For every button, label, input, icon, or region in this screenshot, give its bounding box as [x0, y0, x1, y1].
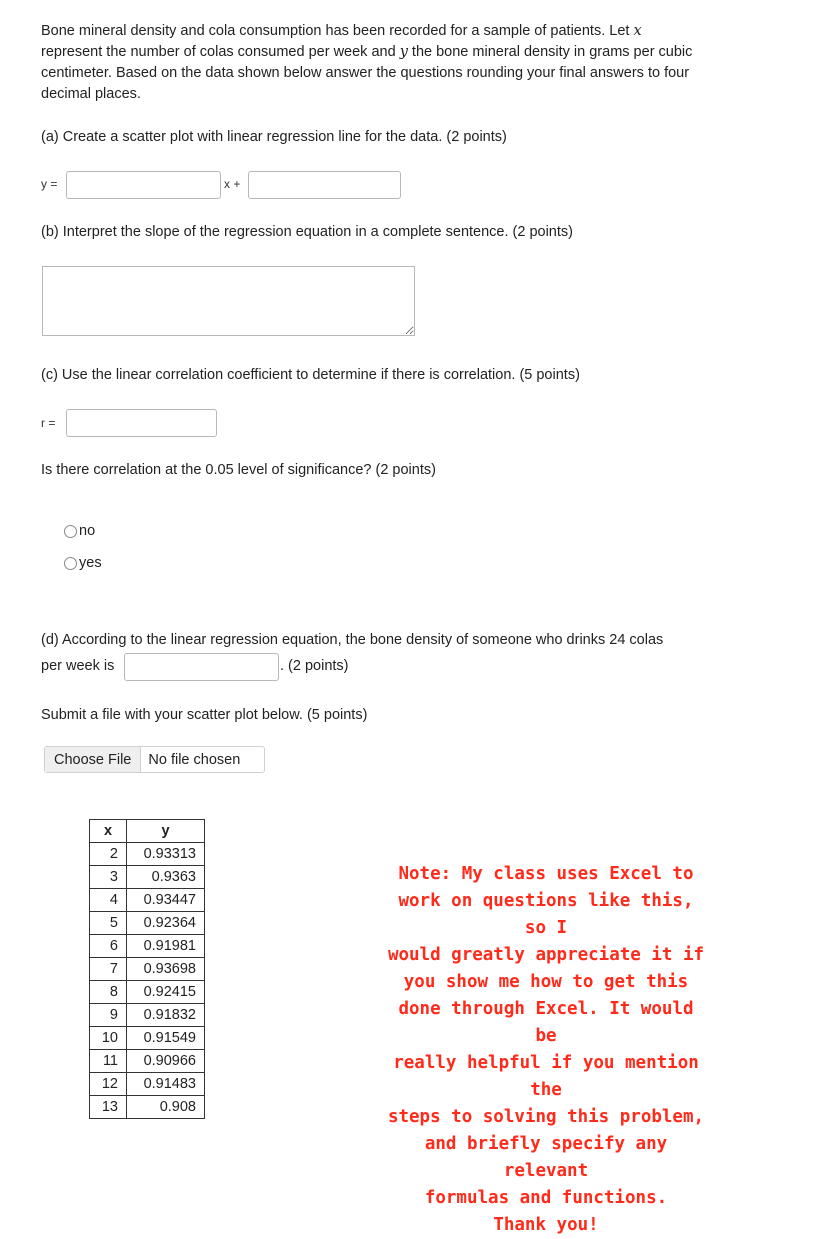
cell-x: 12 [90, 1073, 127, 1096]
cell-y: 0.908 [127, 1096, 205, 1119]
note-line: really helpful if you mention the [393, 1053, 699, 1100]
table-header-row [90, 820, 205, 843]
var-x: x [633, 23, 642, 39]
table-row [90, 912, 205, 935]
data-table [89, 819, 205, 1119]
note-line: formulas and functions. [424, 1188, 668, 1208]
var-y: y [399, 44, 408, 60]
table-row [90, 1004, 205, 1027]
cell-y: 0.91981 [127, 935, 205, 958]
note-line: work on questions like this, so I [398, 891, 694, 938]
part-b-question: (b) Interpret the slope of the regression equation in a complete sentence. (2 points) [41, 224, 573, 240]
part-c-question: (c) Use the linear correlation coefficient to determine if there is correlation. (5 points) [41, 367, 580, 383]
cell-x: 4 [90, 889, 127, 912]
intercept-input[interactable] [248, 171, 401, 199]
x-plus-label: x + [224, 177, 241, 191]
table-row [90, 935, 205, 958]
r-input[interactable] [66, 409, 217, 437]
radio-button-yes[interactable] [64, 557, 77, 570]
cell-x: 13 [90, 1096, 127, 1119]
note-line: steps to solving this problem, [387, 1107, 705, 1127]
table-row [90, 866, 205, 889]
cell-y: 0.91483 [127, 1073, 205, 1096]
cell-x: 7 [90, 958, 127, 981]
radio-option-yes[interactable] [64, 555, 102, 571]
cell-y: 0.91549 [127, 1027, 205, 1050]
cell-y: 0.93698 [127, 958, 205, 981]
cell-y: 0.92415 [127, 981, 205, 1004]
file-status-text: No file chosen [148, 751, 241, 768]
note-line: Thank you! [493, 1215, 599, 1235]
note-line: you show me how to get this [403, 972, 689, 992]
table-row [90, 1027, 205, 1050]
radio-label-yes: yes [79, 555, 102, 571]
table-row [90, 843, 205, 866]
table-row [90, 1096, 205, 1119]
cell-x: 11 [90, 1050, 127, 1073]
slope-input[interactable] [66, 171, 221, 199]
header-y: y [127, 820, 205, 843]
table-row [90, 981, 205, 1004]
intro-text-1: Bone mineral density and cola consumption has been recorded for a sample of patients. Let [41, 23, 634, 39]
note-line: and briefly specify any relevant [424, 1134, 668, 1181]
file-upload-control[interactable] [44, 746, 265, 773]
note-line: done through Excel. It would be [398, 999, 694, 1046]
upload-prompt: Submit a file with your scatter plot below. (5 points) [41, 707, 368, 723]
part-d-question: (d) According to the linear regression equation, the bone density of someone who drinks 24 colas [41, 632, 664, 648]
excel-help-note [387, 861, 705, 1239]
y-equals-label: y = [41, 177, 58, 191]
table-row [90, 958, 205, 981]
significance-question: Is there correlation at the 0.05 level of significance? (2 points) [41, 462, 436, 478]
intro-text-3: the bone mineral density in grams per cubic centimeter. Based on the data shown below answer the questions rounding your final answers to four decimal places. [41, 44, 693, 102]
choose-file-button[interactable]: Choose File [45, 747, 141, 772]
cell-y: 0.93447 [127, 889, 205, 912]
cell-y: 0.9363 [127, 866, 205, 889]
note-line: Note: My class uses Excel to [398, 864, 694, 884]
radio-label-no: no [79, 523, 96, 539]
cell-x: 6 [90, 935, 127, 958]
cell-y: 0.93313 [127, 843, 205, 866]
note-line: would greatly appreciate it if [387, 945, 705, 965]
bone-density-input[interactable] [124, 653, 279, 681]
cell-x: 2 [90, 843, 127, 866]
part-d-line2-start: per week is [41, 658, 115, 674]
radio-option-no[interactable] [64, 523, 95, 539]
cell-y: 0.91832 [127, 1004, 205, 1027]
header-x: x [90, 820, 127, 843]
table-row [90, 1050, 205, 1073]
slope-interpretation-textarea[interactable] [42, 266, 415, 336]
intro-text-2: represent the number of colas consumed per week and [41, 44, 400, 60]
cell-x: 5 [90, 912, 127, 935]
table-row [90, 1073, 205, 1096]
part-a-question: (a) Create a scatter plot with linear regression line for the data. (2 points) [41, 129, 507, 145]
cell-x: 9 [90, 1004, 127, 1027]
cell-y: 0.90966 [127, 1050, 205, 1073]
r-equals-label: r = [41, 416, 56, 430]
part-d-line2-end: . (2 points) [280, 658, 349, 674]
cell-x: 3 [90, 866, 127, 889]
table-row [90, 889, 205, 912]
intro-paragraph [41, 21, 741, 105]
cell-x: 8 [90, 981, 127, 1004]
radio-button-no[interactable] [64, 525, 77, 538]
cell-x: 10 [90, 1027, 127, 1050]
cell-y: 0.92364 [127, 912, 205, 935]
